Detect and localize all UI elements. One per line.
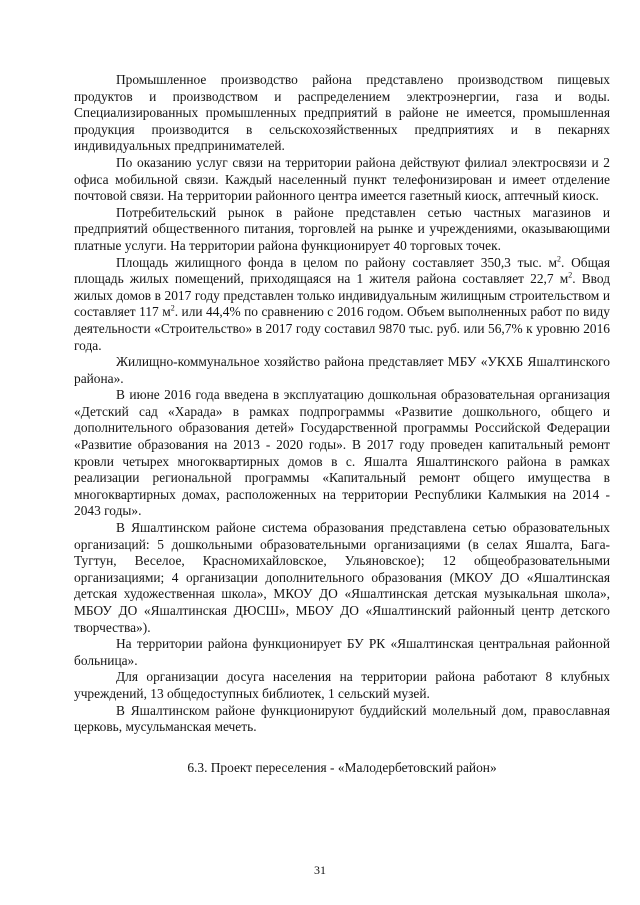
housing-text-1: Площадь жилищного фонда в целом по району составляет 350,3 тыс. м — [116, 254, 557, 270]
housing-superscript-1: 2 — [557, 254, 561, 264]
document-page — [74, 72, 610, 776]
paragraph-leisure: Для организации досуга населения на территории района работают 8 клубных учреждений, 13 общедоступных библиотек, 1 сельский музей. — [74, 669, 610, 701]
paragraph-consumer-market: Потребительский рынок в районе представлен сетью частных магазинов и предприятий общественного питания, торговлей на рынке и учреждениями, оказывающими платные услуги. На территории района функционирует 40 торговых точек. — [74, 204, 610, 253]
paragraph-utilities: Жилищно-коммунальное хозяйство района представляет МБУ «УКХБ Яшалтинского района». — [74, 354, 610, 386]
paragraph-communications: По оказанию услуг связи на территории района действуют филиал электросвязи и 2 офиса мобильной связи. Каждый населенный пункт телефонизирован и имеет отделение почтовой связи. На территории районного центра имеется газетный киоск, аптечный киоск. — [74, 154, 610, 204]
housing-text-3: . Ввод жилых домов в 2017 году представлен только индивидуальным жилищным строительством и составляет 117 м — [74, 271, 611, 320]
paragraph-industry: Промышленное производство района представлено производством пищевых продуктов и производством и распределением электроэнергии, газа и воды. Специализированных промышленных предприятий в районе не имеется, промышленная продукция производится в сельскохозяйственных предприятиях и в пекарнях индивидуальных предпринимателей. — [74, 72, 610, 154]
housing-text-2: . Общая площадь жилых помещений, приходящаяся на 1 жителя района составляет 22,7 м — [74, 254, 610, 287]
section-heading: 6.3. Проект переселения - «Малодербетовский район» — [187, 759, 497, 775]
page-number: 31 — [314, 863, 326, 877]
paragraph-housing — [74, 255, 610, 355]
housing-superscript-2: 2 — [568, 270, 573, 280]
paragraph-religion: В Яшалтинском районе функционируют буддийский молельный дом, православная церковь, мусульманская мечеть. — [74, 702, 610, 735]
paragraph-hospital: На территории района функционирует БУ РК «Яшалтинская центральная районной больница». — [74, 636, 610, 668]
housing-superscript-3: 2 — [170, 303, 175, 313]
paragraph-education: В Яшалтинском районе система образования представлена сетью образовательных организаций: 5 дошкольными образовательными организациями (в селах Яшалта, Бага-Тугтун, Веселое, Красномихайловское, Ульяновское); 12 общеобразовательными организациями; 4 организации дополнительного образования (МКОУ ДО «Яшалтинская детская художественная школа», МКОУ ДО «Яшалтинская детская музыкальная школа», МБОУ ДО «Яшалтинская ДЮСШ», МБОУ ДО «Яшалтинский районный центр детского творчества»). — [74, 520, 610, 635]
housing-text-4: . или 44,4% по сравнению с 2016 годом. Объем выполненных работ по виду деятельности «Строительство» в 2017 году составил 9870 тыс. руб. или 56,7% к уровню 2016 года. — [74, 304, 610, 353]
paragraph-kindergarten: В июне 2016 года введена в эксплуатацию дошкольная образовательная организация «Детский сад «Харада» в рамках подпрограммы «Развитие дошкольного, общего и дополнительного образования детей» Государственной программы Российской Федерации «Развитие образования на 2013 - 2020 годы». В 2017 году проведен капитальный ремонт кровли четырех многоквартирных домов в с. Яшалта Яшалтинского района в рамках реализации региональной программы «Капитальный ремонт общего имущества в многоквартирных домах, расположенных на территории Республики Калмыкия на 2014 - 2043 годы». — [74, 387, 610, 519]
